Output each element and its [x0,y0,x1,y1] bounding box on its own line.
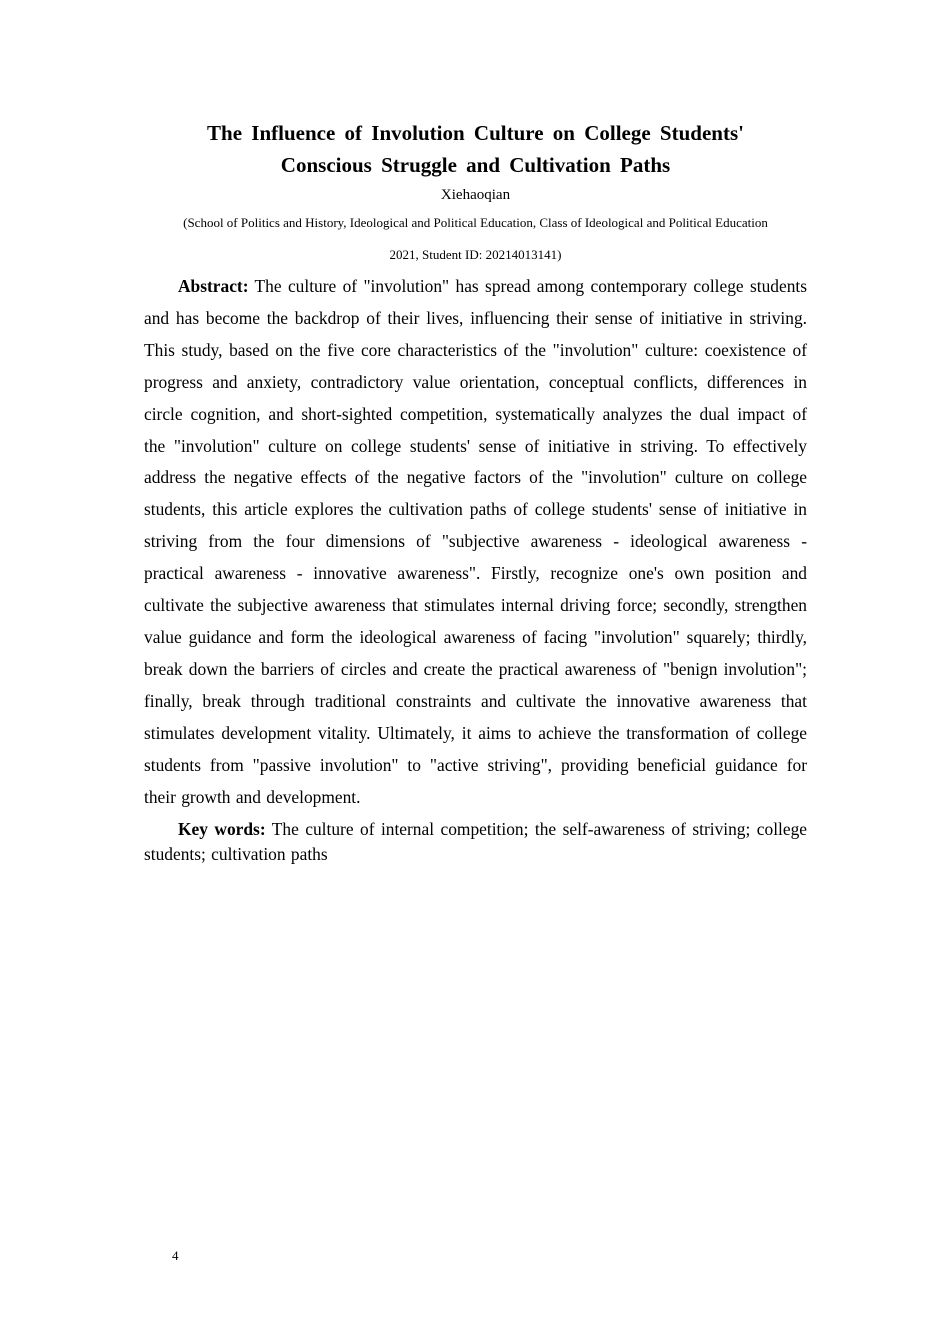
keywords-text: The culture of internal competition; the self-awareness of striving; college students; cultivation paths [144,819,807,865]
paper-page [144,117,807,867]
title-line-1: The Influence of Involution Culture on College Students' [207,121,744,145]
abstract-paragraph [144,271,807,813]
affiliation-line-1: (School of Politics and History, Ideological and Political Education, Class of Ideological and Political Education [183,215,768,230]
author-affiliation [134,207,817,271]
author-name: Xiehaoqian [440,187,511,203]
affiliation-line-2: 2021, Student ID: 20214013141) [389,247,562,262]
page-number: 4 [172,1248,179,1263]
paper-title [144,117,807,181]
keywords-label: Key words: [178,819,266,840]
keywords-paragraph [144,817,807,867]
title-line-2: Conscious Struggle and Cultivation Paths [280,153,671,177]
abstract-text: The culture of "involution" has spread among contemporary college students and has become the backdrop of their lives, influencing their sense of initiative in striving. This study, based on the five core characteristics of the "involution" culture: coexistence of progress and anxiety, contradictory value orientation, conceptual conflicts, differences in circle cognition, and short-sighted competition, systematically analyzes the dual impact of the "involution" culture on college students' sense of initiative in striving. To effectively address the negative effects of the negative factors of the "involution" culture on college students, this article explores the cultivation paths of college students' sense of initiative in striving from the four dimensions of "subjective awareness - ideological awareness - practical awareness - innovative awareness". Firstly, recognize one's own position and cultivate the subjective awareness that stimulates internal driving force; secondly, strengthen value guidance and form the ideological awareness of facing "involution" squarely; thirdly, break down the barriers of circles and create the practical awareness of "benign involution"; finally, break through traditional constraints and cultivate the innovative awareness that stimulates development vitality. Ultimately, it aims to achieve the transformation of college students from "passive involution" to "active striving", providing beneficial guidance for their growth and development. [144,276,807,807]
abstract-label: Abstract: [178,276,249,296]
